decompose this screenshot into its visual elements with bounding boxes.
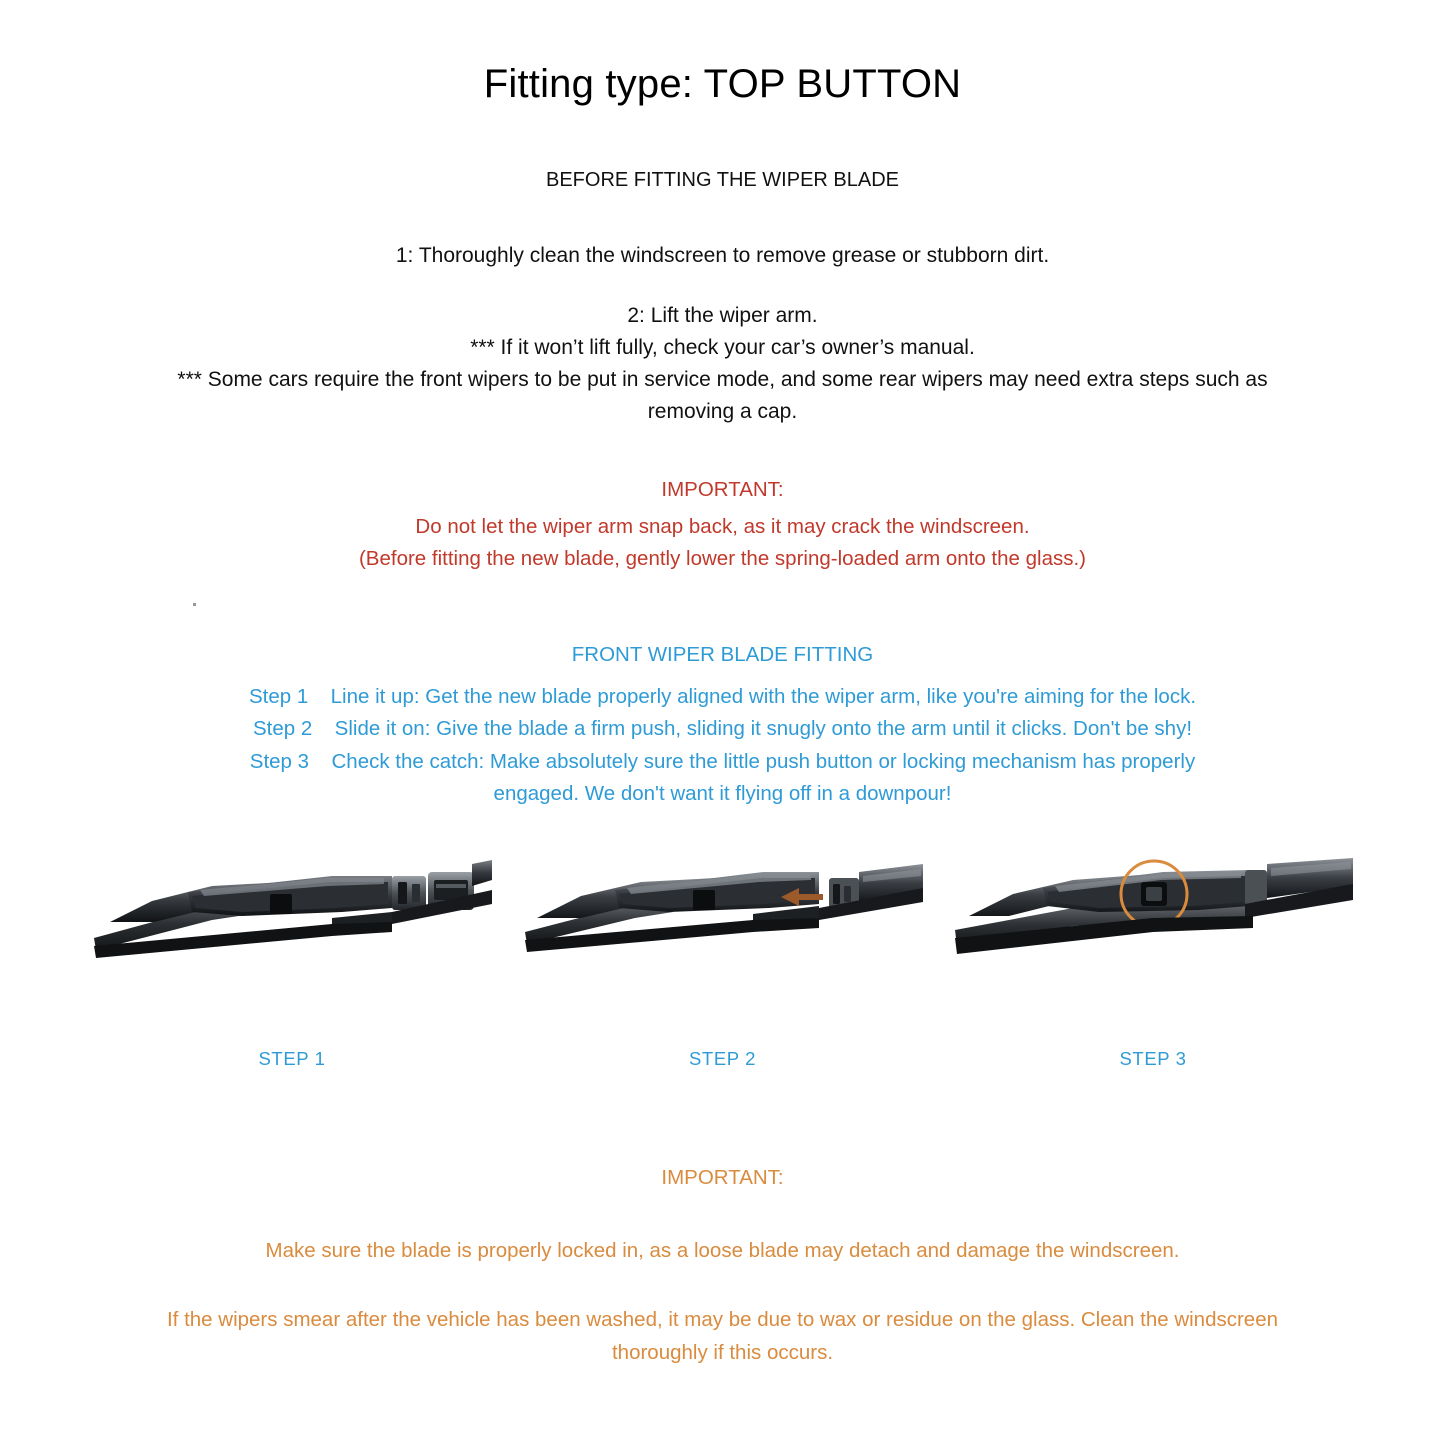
fitting-step-text-2: Slide it on: Give the blade a firm push, sliding it snugly onto the arm until it clicks. Don't be shy!: [334, 717, 1193, 741]
figure-step-2: [523, 846, 923, 1070]
figure-step-3-image: [953, 846, 1353, 976]
wiper-step-2-illustration: [523, 846, 923, 976]
stray-dot-artifact: [193, 603, 196, 606]
figure-step-3: [953, 846, 1353, 1070]
important-orange-paragraph-2-line-1: If the wipers smear after the vehicle has been washed, it may be due to wax or residue on the glass. Clean the windscreen: [166, 1307, 1279, 1331]
important-red-line-1: Do not let the wiper arm snap back, as it may crack the windscreen.: [415, 515, 1030, 539]
intro-instructions: [60, 240, 1385, 428]
wiper-step-3-illustration: [953, 846, 1353, 976]
important-orange-paragraph-1: Make sure the blade is properly locked in, as a loose blade may detach and damage the windscreen.: [265, 1239, 1180, 1263]
intro-line-4: *** Some cars require the front wipers to be put in service mode, and some rear wipers may need extra steps such as: [177, 367, 1268, 391]
fitting-step-row-3: [60, 746, 1385, 778]
fitting-step-row-2: [60, 713, 1385, 745]
figure-step-2-image: [523, 846, 923, 976]
fitting-step-wrap-line: engaged. We don't want it flying off in a downpour!: [493, 781, 952, 805]
important-orange-paragraph-2-line-2: thoroughly if this occurs.: [611, 1340, 834, 1364]
fitting-step-label-2: Step 2: [252, 717, 313, 741]
fitting-step-text-3: Check the catch: Make absolutely sure the little push button or locking mechanism has properly: [331, 749, 1196, 773]
figure-caption-1: STEP 1: [258, 1048, 326, 1070]
intro-line-5: removing a cap.: [647, 399, 798, 423]
figure-step-1: [92, 846, 492, 1070]
section-subtitle: BEFORE FITTING THE WIPER BLADE: [545, 169, 899, 191]
fitting-step-label-1: Step 1: [248, 684, 309, 708]
intro-spacer: [60, 272, 1385, 300]
fitting-step-label-3: Step 3: [249, 749, 310, 773]
page-title: Fitting type: TOP BUTTON: [483, 62, 962, 106]
important-warning-orange: [60, 1162, 1385, 1369]
figure-caption-2: STEP 2: [688, 1048, 756, 1070]
figures-row: [60, 846, 1385, 1070]
important-red-heading: IMPORTANT:: [661, 477, 784, 501]
figure-caption-3: STEP 3: [1119, 1048, 1187, 1070]
fitting-steps-list: [60, 681, 1385, 811]
important-orange-heading: IMPORTANT:: [661, 1166, 784, 1190]
fitting-step-row-1: [60, 681, 1385, 713]
intro-line-1: 1: Thoroughly clean the windscreen to remove grease or stubborn dirt.: [395, 244, 1050, 267]
wiper-step-1-illustration: [92, 846, 492, 976]
fitting-section-heading: FRONT WIPER BLADE FITTING: [571, 642, 874, 666]
important-warning-red: [60, 474, 1385, 575]
figure-step-1-image: [92, 846, 492, 976]
intro-line-3: *** If it won’t lift fully, check your car’s owner’s manual.: [470, 335, 975, 359]
important-red-line-2: (Before fitting the new blade, gently lower the spring-loaded arm onto the glass.): [358, 547, 1087, 571]
intro-line-2: 2: Lift the wiper arm.: [627, 303, 818, 327]
fitting-step-text-1: Line it up: Get the new blade properly aligned with the wiper arm, like you're aiming for the lock.: [330, 684, 1197, 708]
